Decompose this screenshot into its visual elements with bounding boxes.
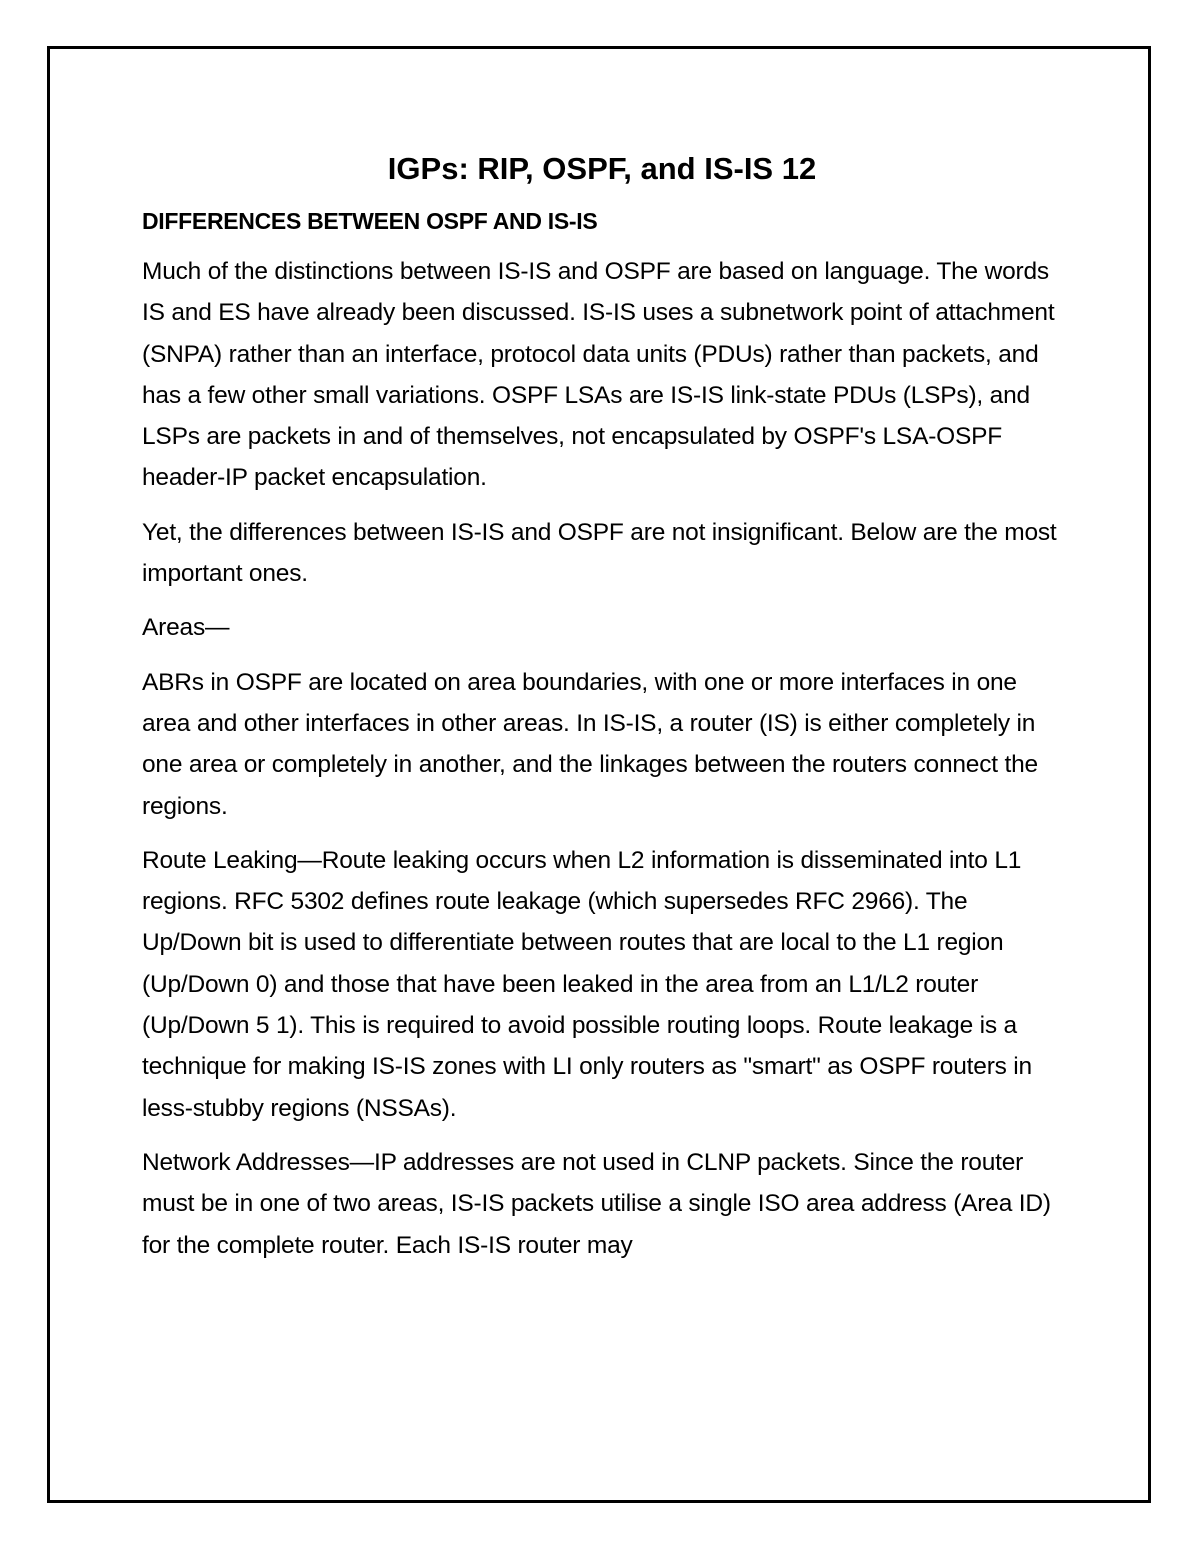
paragraph-areas-label: Areas—	[142, 614, 230, 642]
paragraph-route-leaking: Route Leaking—Route leaking occurs when L2 information is disseminated into L1 regions. RFC 5302 defines route leakage (which supersedes RFC 2966). The Up/Down bit is used to differentiate between routes that are local to the L1 region (Up/Down 0) and those that have been leaked in the area from an L1/L2 router (Up/Down 5 1). This is required to avoid possible routing loops. Route leakage is a technique for making IS-IS zones with LI only routers as "smart" as OSPF routers in less-stubby regions (NSSAs).	[142, 846, 1032, 1122]
paragraph-network-addresses: Network Addresses—IP addresses are not used in CLNP packets. Since the router must be in one of two areas, IS-IS packets utilise a single ISO area address (Area ID) for the complete router. Each IS-IS router may	[142, 1148, 1051, 1259]
paragraph-differences: Yet, the differences between IS-IS and OSPF are not insignificant. Below are the most important ones.	[142, 518, 1057, 588]
paragraph-intro: Much of the distinctions between IS-IS and OSPF are based on language. The words IS and ES have already been discussed. IS-IS uses a subnetwork point of attachment (SNPA) rather than an interface, protocol data units (PDUs) rather than packets, and has a few other small variations. OSPF LSAs are IS-IS link-state PDUs (LSPs), and LSPs are packets in and of themselves, not encapsulated by OSPF's LSA-OSPF header-IP packet encapsulation.	[142, 258, 1055, 492]
page-content	[142, 146, 1062, 1279]
section-heading: DIFFERENCES BETWEEN OSPF AND IS-IS	[142, 208, 598, 234]
paragraph-areas: ABRs in OSPF are located on area boundaries, with one or more interfaces in one area and other interfaces in other areas. In IS-IS, a router (IS) is either completely in one area or completely in another, and the linkages between the routers connect the regions.	[142, 668, 1038, 820]
page-title: IGPs: RIP, OSPF, and IS-IS 12	[387, 151, 817, 186]
